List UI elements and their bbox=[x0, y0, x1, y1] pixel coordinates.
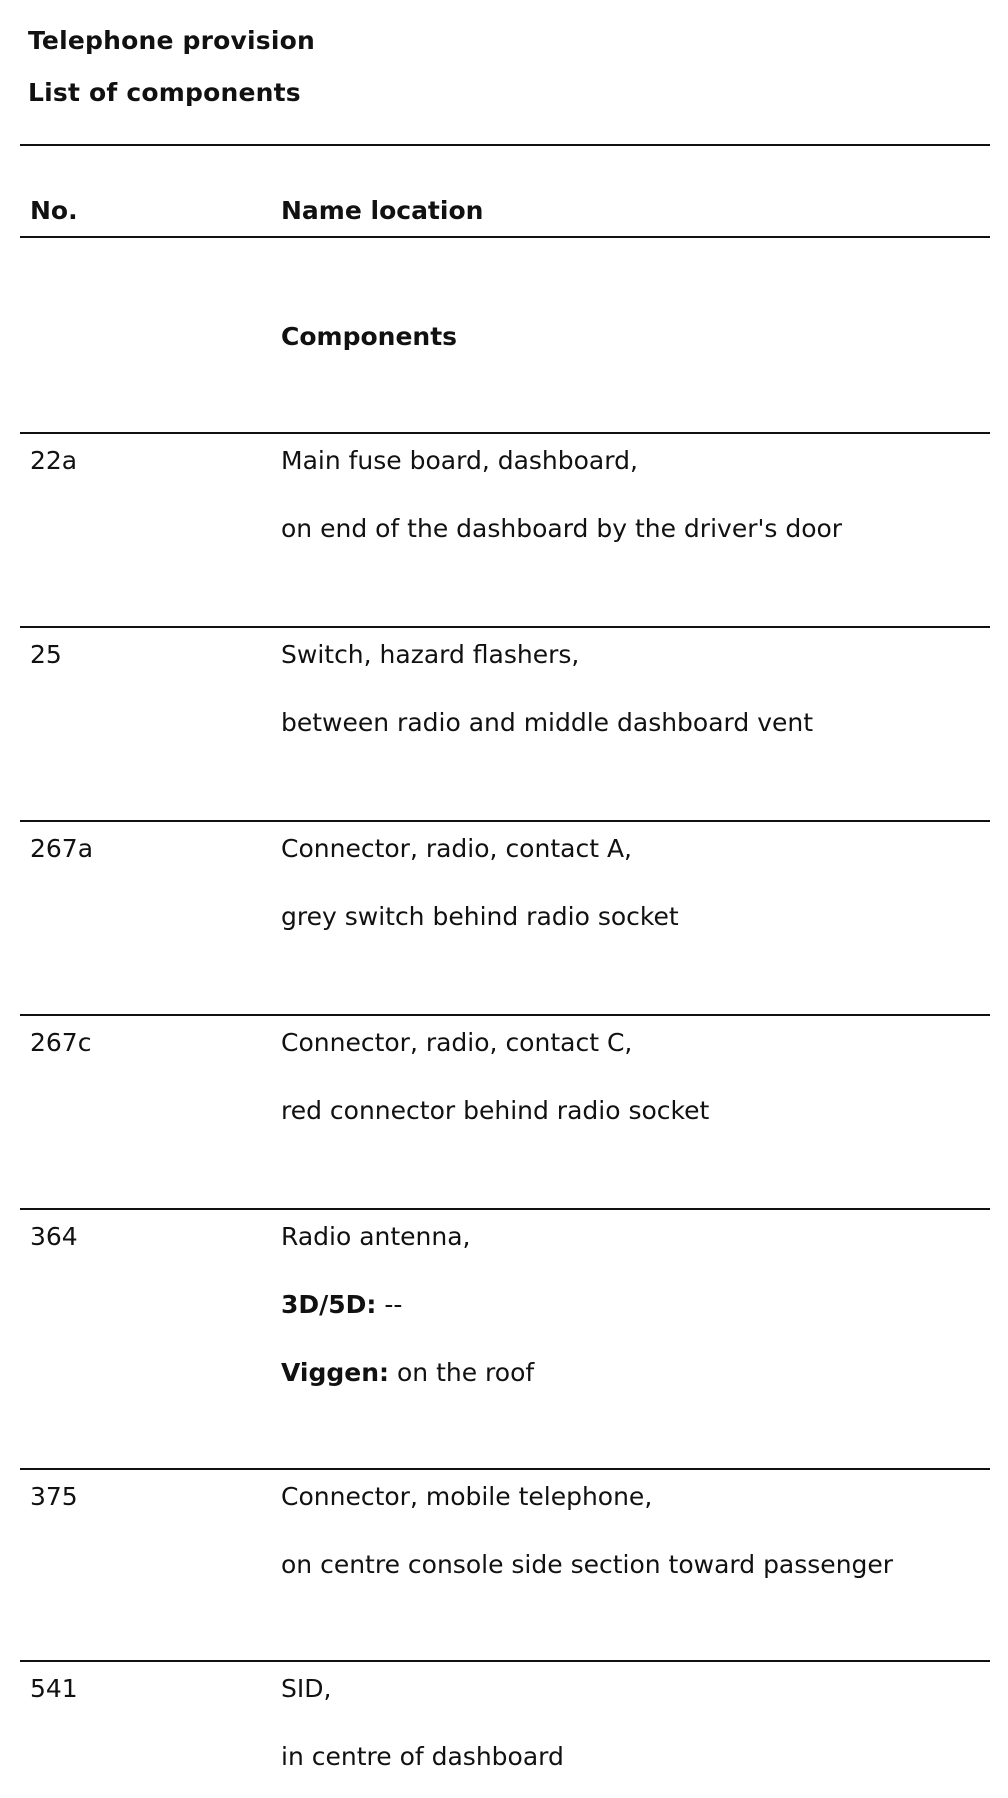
variant-label: 3D/5D: bbox=[281, 1290, 377, 1319]
row-divider bbox=[20, 1468, 990, 1470]
row-component-name: Connector, radio, contact C, bbox=[281, 1028, 633, 1057]
column-header-name-location: Name location bbox=[281, 196, 484, 225]
section-heading: Components bbox=[281, 322, 458, 351]
row-number: 364 bbox=[30, 1222, 78, 1251]
row-component-location: in centre of dashboard bbox=[281, 1742, 564, 1771]
row-divider bbox=[20, 1014, 990, 1016]
row-divider bbox=[20, 626, 990, 628]
header-bottom-rule bbox=[20, 236, 990, 238]
row-variant-3d5d bbox=[281, 1290, 402, 1319]
row-number: 25 bbox=[30, 640, 62, 669]
row-variant-viggen bbox=[281, 1358, 534, 1387]
table-top-rule bbox=[20, 144, 990, 146]
row-number: 375 bbox=[30, 1482, 78, 1511]
row-component-name: Connector, radio, contact A, bbox=[281, 834, 632, 863]
row-component-location: between radio and middle dashboard vent bbox=[281, 708, 814, 737]
row-number: 541 bbox=[30, 1674, 78, 1703]
row-component-name: Switch, hazard flashers, bbox=[281, 640, 580, 669]
document-title: Telephone provision bbox=[28, 26, 316, 55]
row-component-location: grey switch behind radio socket bbox=[281, 902, 679, 931]
variant-value: -- bbox=[376, 1290, 403, 1319]
row-number: 267a bbox=[30, 834, 94, 863]
row-component-name: SID, bbox=[281, 1674, 332, 1703]
row-divider bbox=[20, 1208, 990, 1210]
row-component-location: red connector behind radio socket bbox=[281, 1096, 710, 1125]
row-divider bbox=[20, 1660, 990, 1662]
document-subtitle: List of components bbox=[28, 78, 301, 107]
column-header-no: No. bbox=[30, 196, 78, 225]
row-divider bbox=[20, 820, 990, 822]
row-component-location: on end of the dashboard by the driver's door bbox=[281, 514, 843, 543]
row-component-location: on centre console side section toward passenger bbox=[281, 1550, 894, 1579]
row-number: 267c bbox=[30, 1028, 92, 1057]
row-divider bbox=[20, 432, 990, 434]
row-component-name: Connector, mobile telephone, bbox=[281, 1482, 653, 1511]
row-component-name: Main fuse board, dashboard, bbox=[281, 446, 638, 475]
row-component-name: Radio antenna, bbox=[281, 1222, 471, 1251]
variant-value: on the roof bbox=[389, 1358, 535, 1387]
variant-label: Viggen: bbox=[281, 1358, 390, 1387]
row-number: 22a bbox=[30, 446, 78, 475]
